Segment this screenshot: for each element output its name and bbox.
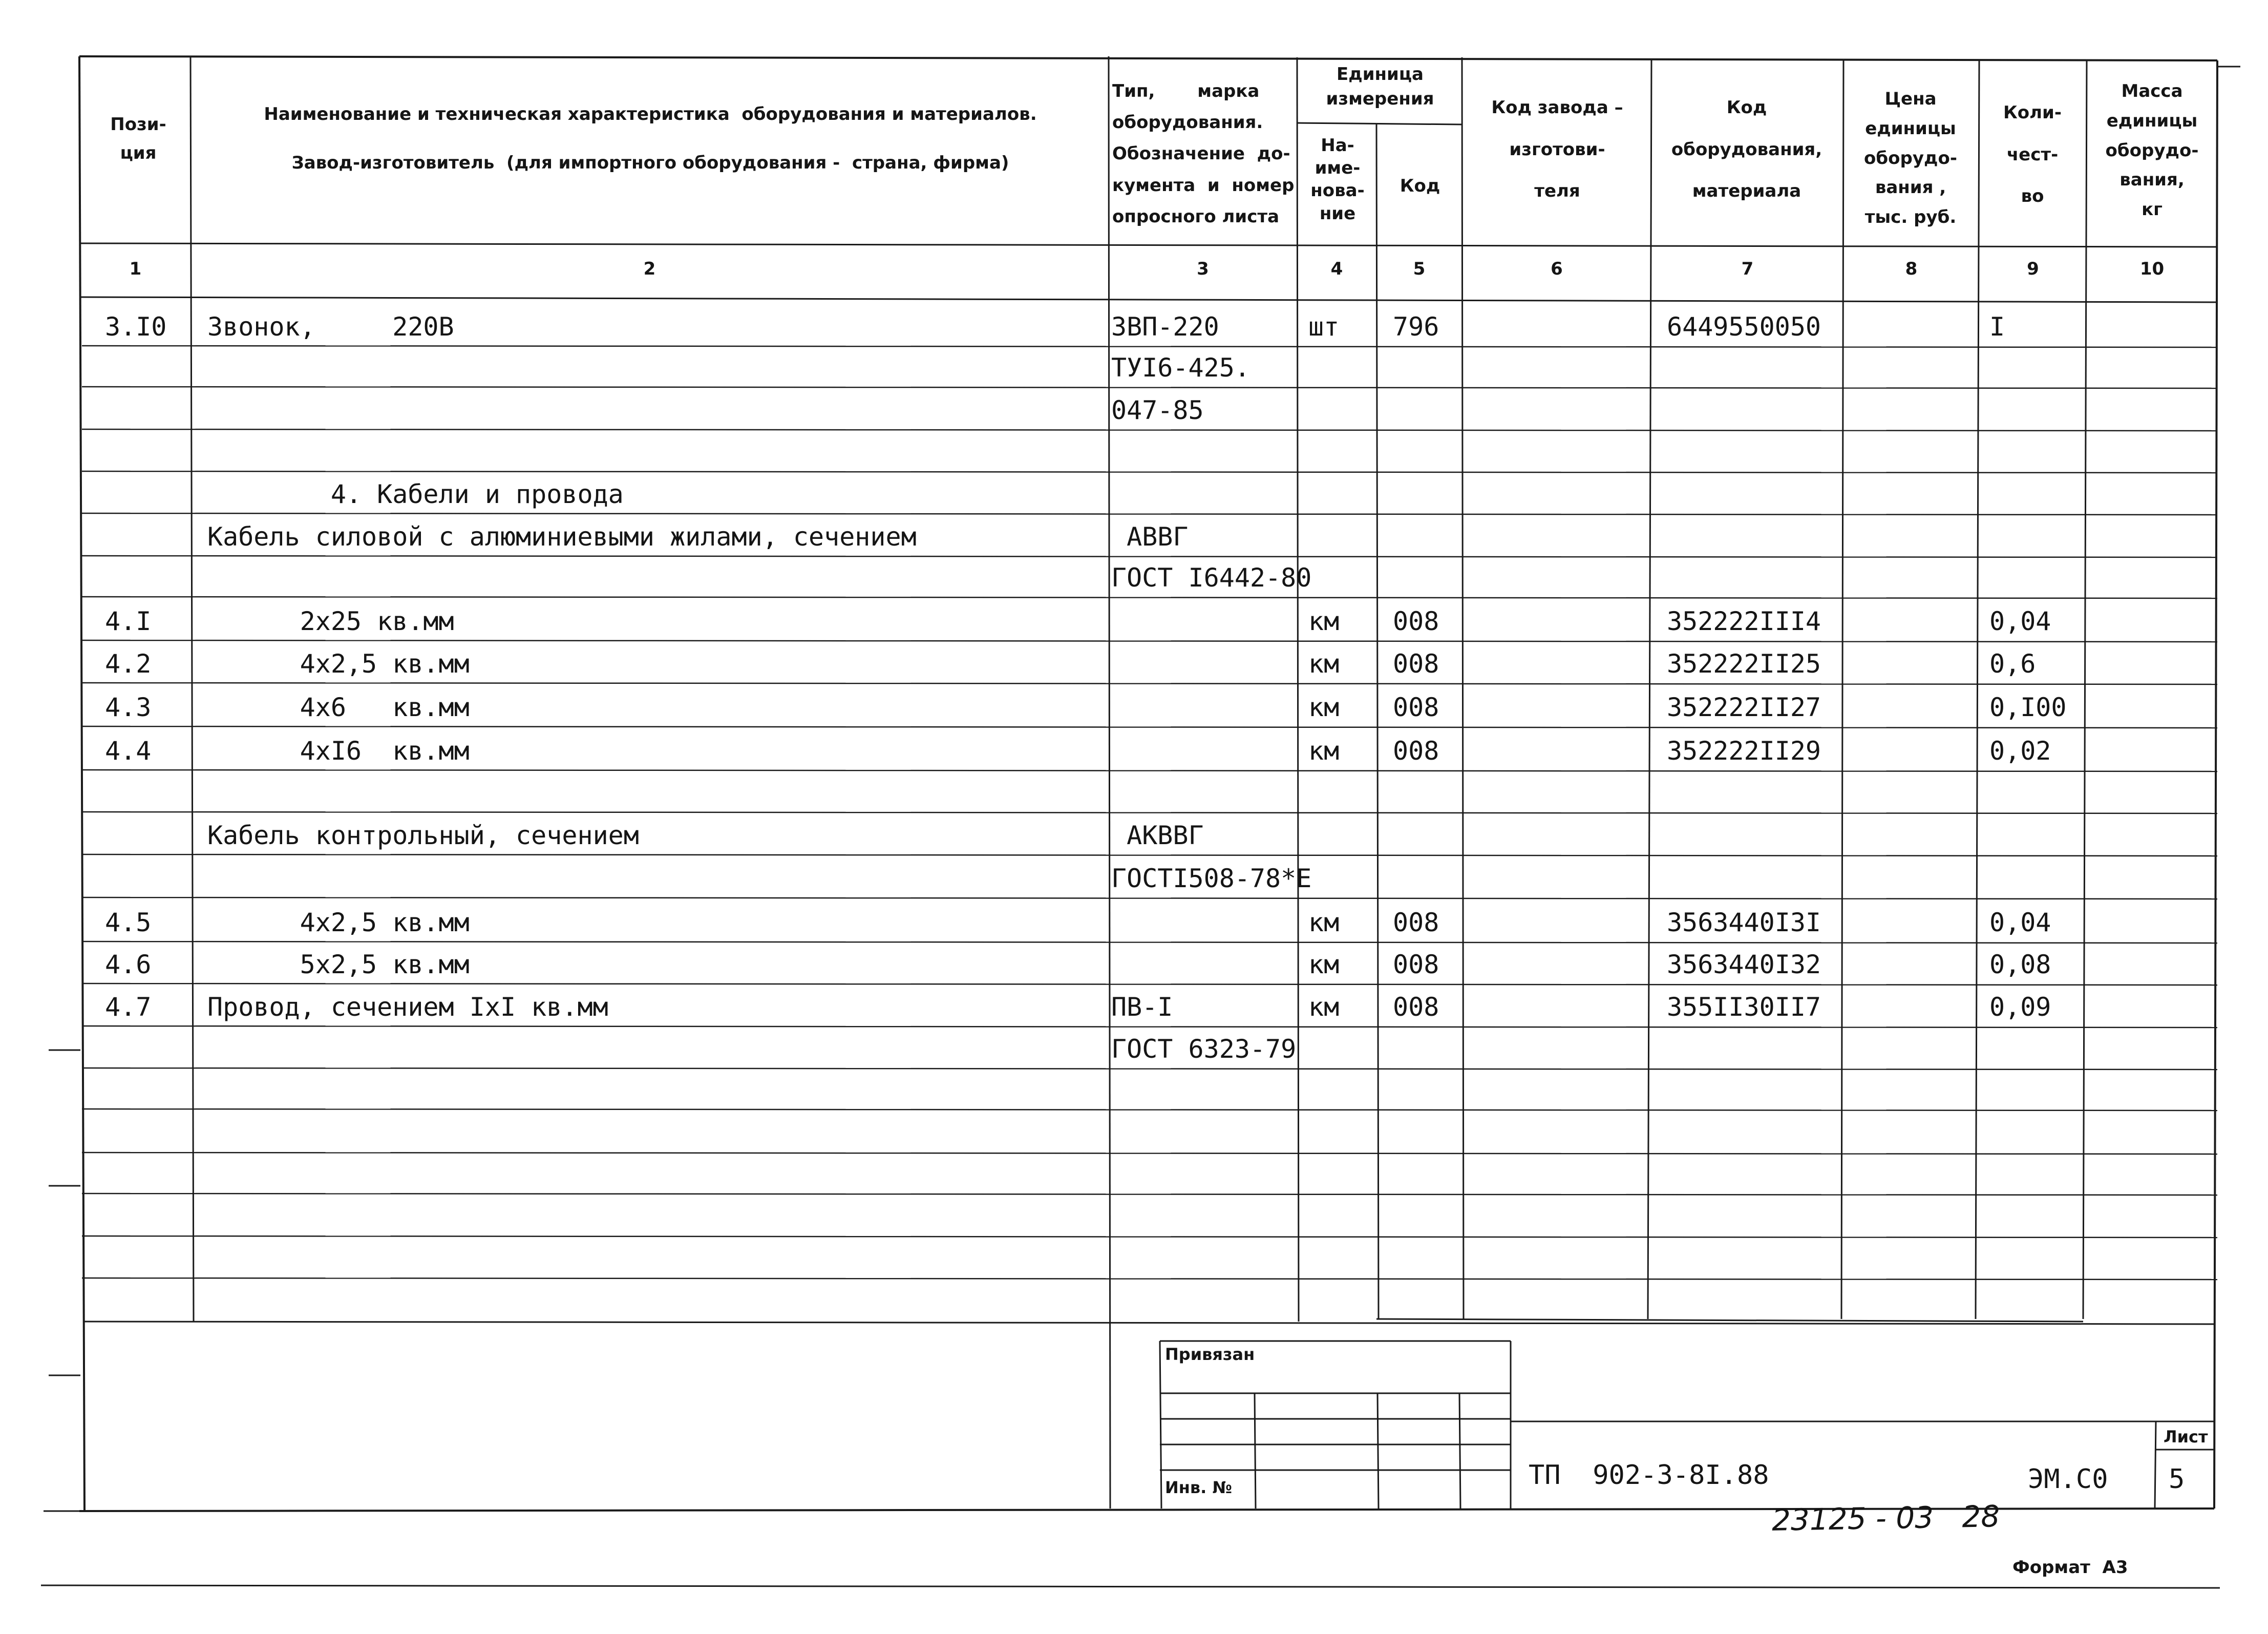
header-mass: Масса единицы оборудо- вания, кг — [2105, 81, 2199, 220]
quantity-cell: 0,08 — [1989, 950, 2051, 979]
name-cell: 4хI6 кв.мм — [207, 736, 470, 766]
name-cell: Провод, сечением IхI кв.мм — [207, 992, 608, 1022]
name-cell: 4. Кабели и провода — [207, 479, 624, 509]
quantity-cell: I — [1989, 312, 2005, 342]
unit-code-cell: 008 — [1393, 693, 1439, 722]
column-number: 4 — [1330, 259, 1343, 279]
unit-name-cell: км — [1308, 693, 1340, 722]
header-unit-name: На- име- нова- ние — [1310, 135, 1365, 224]
quantity-cell: 0,02 — [1989, 736, 2051, 766]
header-name-line1: Наименование и техническая характеристика оборудования и материалов. — [264, 104, 1037, 124]
header-type: Тип, марка оборудования. Обозначение до- кумента и номер опросного листа — [1112, 81, 1295, 227]
position-cell: 4.5 — [105, 908, 152, 937]
sheet-number: 5 — [2169, 1464, 2185, 1495]
column-number: 5 — [1413, 259, 1426, 279]
position-cell: 4.7 — [105, 992, 152, 1022]
column-number: 1 — [129, 259, 142, 279]
position-cell: 4.I — [105, 606, 152, 636]
quantity-cell: 0,04 — [1989, 606, 2051, 636]
equipment-code-cell: 352222II29 — [1667, 736, 1821, 766]
equipment-code-cell: 3563440I32 — [1667, 950, 1821, 979]
unit-code-cell: 008 — [1393, 908, 1439, 937]
unit-code-cell: 796 — [1393, 312, 1439, 342]
header-factory-code: Код завода – изготови- теля — [1491, 97, 1623, 202]
column-number: 8 — [1905, 259, 1918, 279]
position-cell: 4.6 — [105, 950, 152, 979]
type-cell: ГОСТ I6442-80 — [1111, 563, 1312, 593]
unit-name-cell: км — [1308, 736, 1340, 766]
header-unit-code: Код — [1400, 176, 1440, 196]
column-number: 3 — [1197, 259, 1209, 279]
inventory-label: Инв. № — [1165, 1478, 1232, 1497]
name-cell: 2х25 кв.мм — [207, 606, 454, 636]
header-quantity: Коли- чест- во — [2003, 102, 2062, 207]
equipment-code-cell: 352222II27 — [1667, 693, 1821, 722]
name-cell: 4х2,5 кв.мм — [207, 649, 470, 679]
sheet-code: ЭМ.С0 — [2028, 1464, 2108, 1495]
handwritten-number: 23125 - 03 28 — [1771, 1499, 2000, 1538]
name-cell: Кабель контрольный, сечением — [207, 821, 639, 850]
type-cell: 047-85 — [1111, 395, 1204, 425]
header-price: Цена единицы оборудо- вания , тыс. руб. — [1864, 89, 1957, 228]
type-cell: АВВГ — [1111, 522, 1189, 552]
unit-code-cell: 008 — [1393, 606, 1439, 636]
header-unit: Единица измерения — [1326, 64, 1434, 109]
type-cell: ГОСТ 6323-79 — [1111, 1034, 1297, 1064]
position-cell: 4.4 — [105, 736, 152, 766]
equipment-code-cell: 3563440I3I — [1667, 908, 1821, 937]
unit-name-cell: км — [1308, 992, 1340, 1022]
unit-name-cell: км — [1308, 950, 1340, 979]
format-label: Формат А3 — [2012, 1557, 2128, 1578]
quantity-cell: 0,04 — [1989, 908, 2051, 937]
name-cell: Кабель силовой с алюминиевыми жилами, сечением — [207, 522, 917, 552]
unit-code-cell: 008 — [1393, 950, 1439, 979]
header-name-line2: Завод-изготовитель (для импортного оборудования - страна, фирма) — [291, 153, 1009, 173]
column-number: 10 — [2139, 259, 2165, 279]
quantity-cell: 0,I00 — [1989, 693, 2067, 722]
type-cell: АКВВГ — [1111, 821, 1204, 850]
equipment-code-cell: 352222III4 — [1667, 606, 1821, 636]
column-number: 6 — [1551, 259, 1563, 279]
sheet-label: Лист — [2164, 1427, 2208, 1447]
position-cell: 4.2 — [105, 649, 152, 679]
type-cell: ТУI6-425. — [1111, 353, 1250, 383]
quantity-cell: 0,09 — [1989, 992, 2051, 1022]
name-cell: 5х2,5 кв.мм — [207, 950, 470, 979]
unit-code-cell: 008 — [1393, 992, 1439, 1022]
name-cell: 4х6 кв.мм — [207, 693, 470, 722]
privyazan-label: Привязан — [1165, 1345, 1255, 1364]
type-cell: ЗВП-220 — [1111, 312, 1219, 342]
unit-code-cell: 008 — [1393, 736, 1439, 766]
position-cell: 3.I0 — [105, 312, 167, 342]
header-position: Пози- ция — [110, 114, 166, 164]
equipment-code-cell: 355II30II7 — [1667, 992, 1821, 1022]
document-number: ТП 902-3-8I.88 — [1529, 1460, 1769, 1491]
column-number: 7 — [1741, 259, 1754, 279]
unit-name-cell: км — [1308, 908, 1340, 937]
type-cell: ГОСТI508-78*Е — [1111, 864, 1312, 893]
unit-code-cell: 008 — [1393, 649, 1439, 679]
header-equipment-code: Код оборудования, материала — [1671, 97, 1822, 202]
equipment-code-cell: 6449550050 — [1667, 312, 1821, 342]
name-cell: 4х2,5 кв.мм — [207, 908, 470, 937]
type-cell: ПВ-I — [1111, 992, 1173, 1022]
column-number: 9 — [2027, 259, 2039, 279]
unit-name-cell: шт — [1308, 312, 1340, 342]
quantity-cell: 0,6 — [1989, 649, 2036, 679]
name-cell: Звонок, 220В — [207, 312, 454, 342]
unit-name-cell: км — [1308, 606, 1340, 636]
position-cell: 4.3 — [105, 693, 152, 722]
equipment-code-cell: 352222II25 — [1667, 649, 1821, 679]
column-number: 2 — [643, 259, 656, 279]
unit-name-cell: км — [1308, 649, 1340, 679]
